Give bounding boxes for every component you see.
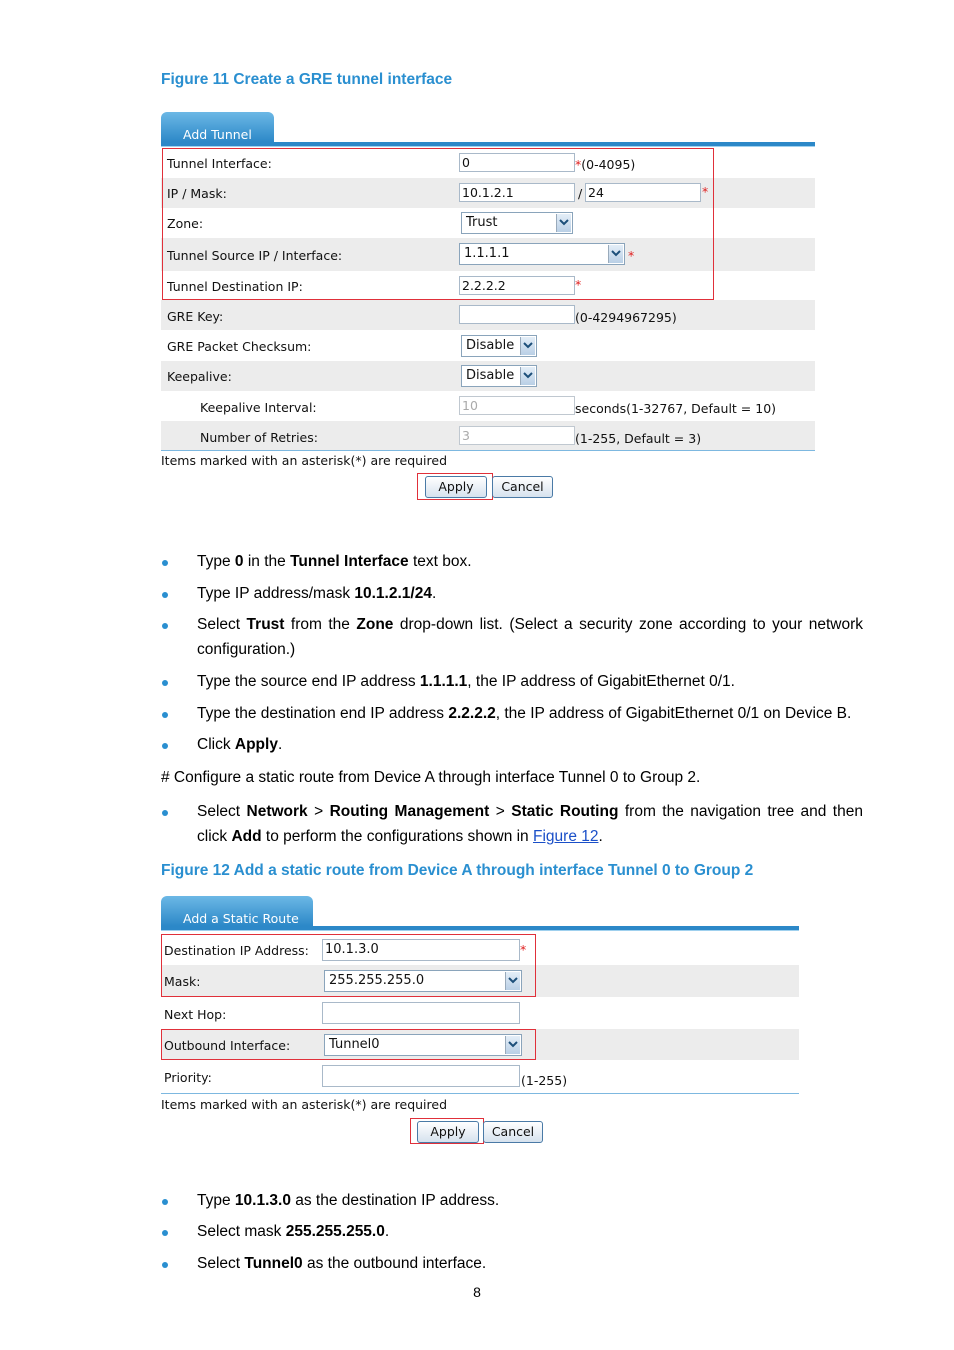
- chevron-down-icon[interactable]: [520, 337, 535, 355]
- step-outbound: Select Tunnel0 as the outbound interface.: [197, 1255, 487, 1272]
- gre-checksum-select[interactable]: [461, 335, 537, 357]
- gre-checksum-label: GRE Packet Checksum:: [167, 339, 312, 354]
- bullet: [162, 592, 168, 598]
- keepalive-select[interactable]: [461, 365, 537, 387]
- highlight-box: [162, 148, 714, 300]
- required-star: *: [520, 942, 527, 957]
- required-note: Items marked with an asterisk(*) are required: [161, 453, 448, 468]
- tab-add-tunnel[interactable]: Add Tunnel: [161, 112, 274, 142]
- chevron-down-icon[interactable]: [520, 367, 535, 385]
- required-star: *: [702, 184, 709, 199]
- gre-key-label: GRE Key:: [167, 309, 224, 324]
- bullet: [162, 623, 168, 629]
- ip-address-input[interactable]: 10.1.2.1: [459, 183, 575, 202]
- bullet: [162, 810, 168, 816]
- row-gre-key: [161, 300, 815, 330]
- mask-input[interactable]: 24: [585, 183, 701, 202]
- keepalive-interval-hint: seconds(1-32767, Default = 10): [575, 401, 777, 416]
- add-static-route-form: [161, 896, 799, 1148]
- row-priority: [161, 1060, 799, 1094]
- tunnel-interface-input[interactable]: 0: [459, 153, 575, 172]
- tunnel-interface-hint: *(0-4095): [575, 157, 636, 172]
- step-destination-ip: Type the destination end IP address 2.2.2.2, the IP address of GigabitEthernet 0/1 on Device B.: [197, 705, 852, 722]
- tab-add-static-route[interactable]: Add a Static Route: [161, 896, 313, 926]
- bullet: [162, 1199, 168, 1205]
- destination-ip-input[interactable]: 10.1.3.0: [322, 939, 520, 961]
- step-click-apply: Click Apply.: [197, 736, 283, 753]
- required-note: Items marked with an asterisk(*) are required: [161, 1097, 448, 1112]
- row-keepalive-interval: [161, 391, 815, 421]
- add-tunnel-form: [161, 112, 815, 504]
- tunnel-destination-input[interactable]: 2.2.2.2: [459, 276, 575, 295]
- bullet: [162, 1230, 168, 1236]
- row-keepalive: [161, 361, 815, 391]
- retries-input[interactable]: 3: [459, 426, 575, 445]
- figure-12-link[interactable]: Figure 12: [533, 828, 599, 845]
- retries-hint: (1-255, Default = 3): [575, 431, 702, 446]
- required-star: *: [628, 248, 635, 263]
- step-ip-mask: Type IP address/mask 10.1.2.1/24.: [197, 585, 437, 602]
- bullet: [162, 712, 168, 718]
- ip-mask-label: IP / Mask:: [167, 186, 227, 201]
- outbound-interface-value: Tunnel0: [329, 1037, 380, 1052]
- outbound-interface-label: Outbound Interface:: [164, 1038, 291, 1053]
- step-source-ip: Type the source end IP address 1.1.1.1, the IP address of GigabitEthernet 0/1.: [197, 673, 735, 690]
- ip-mask-separator: /: [578, 186, 583, 201]
- next-hop-input[interactable]: [322, 1002, 520, 1024]
- keepalive-value: Disable: [466, 368, 515, 383]
- mask-label: Mask:: [164, 974, 201, 989]
- apply-button[interactable]: Apply: [417, 1121, 479, 1143]
- step-zone: Select Trust from the Zone drop-down list. (Select a security zone according to your network configuration.): [197, 616, 863, 658]
- priority-label: Priority:: [164, 1070, 212, 1085]
- bullet: [162, 743, 168, 749]
- page-number: 8: [473, 1284, 481, 1300]
- step-mask: Select mask 255.255.255.0.: [197, 1223, 390, 1240]
- apply-button[interactable]: Apply: [425, 476, 487, 498]
- highlight-box: [161, 934, 536, 997]
- apply-highlight-box: [417, 473, 493, 500]
- gre-checksum-value: Disable: [466, 338, 515, 353]
- row-retries: [161, 421, 815, 451]
- row-next-hop: [161, 997, 799, 1029]
- keepalive-interval-input[interactable]: 10: [459, 396, 575, 415]
- bullet: [162, 560, 168, 566]
- gre-key-input[interactable]: [459, 305, 575, 324]
- row-gre-checksum: [161, 330, 815, 361]
- apply-highlight-box: [410, 1118, 484, 1144]
- tunnel-source-value: 1.1.1.1: [464, 246, 510, 261]
- figure-11-caption: Figure 11 Create a GRE tunnel interface: [161, 71, 453, 88]
- zone-label: Zone:: [167, 216, 204, 231]
- retries-label: Number of Retries:: [200, 430, 318, 445]
- step-destination: Type 10.1.3.0 as the destination IP address.: [197, 1192, 500, 1209]
- bullet: [162, 1262, 168, 1268]
- priority-input[interactable]: [322, 1065, 520, 1087]
- keepalive-label: Keepalive:: [167, 369, 232, 384]
- step-navigation: Select Network > Routing Management > Static Routing from the navigation tree and then click Add to perform the configurations shown in Figure 12.: [197, 803, 863, 845]
- tunnel-source-label: Tunnel Source IP / Interface:: [167, 248, 343, 263]
- gre-key-hint: (0-4294967295): [575, 310, 677, 325]
- next-hop-label: Next Hop:: [164, 1007, 227, 1022]
- zone-select-value: Trust: [466, 215, 498, 230]
- tab-underline: [161, 926, 799, 931]
- tab-underline: [161, 142, 815, 147]
- priority-hint: (1-255): [521, 1073, 568, 1088]
- cancel-button[interactable]: Cancel: [483, 1121, 543, 1143]
- required-star: *: [575, 277, 582, 292]
- highlight-box: [161, 1029, 536, 1060]
- cancel-button[interactable]: Cancel: [492, 476, 553, 498]
- mask-select-value: 255.255.255.0: [329, 973, 425, 988]
- keepalive-interval-label: Keepalive Interval:: [200, 400, 317, 415]
- tunnel-destination-label: Tunnel Destination IP:: [167, 279, 303, 294]
- bullet: [162, 680, 168, 686]
- tunnel-interface-label: Tunnel Interface:: [167, 156, 272, 171]
- figure-12-caption: Figure 12 Add a static route from Device A through interface Tunnel 0 to Group 2: [161, 862, 754, 879]
- step-tunnel-interface: Type 0 in the Tunnel Interface text box.: [197, 553, 472, 570]
- destination-ip-label: Destination IP Address:: [164, 943, 309, 958]
- configure-static-route-line: # Configure a static route from Device A through interface Tunnel 0 to Group 2.: [161, 769, 701, 786]
